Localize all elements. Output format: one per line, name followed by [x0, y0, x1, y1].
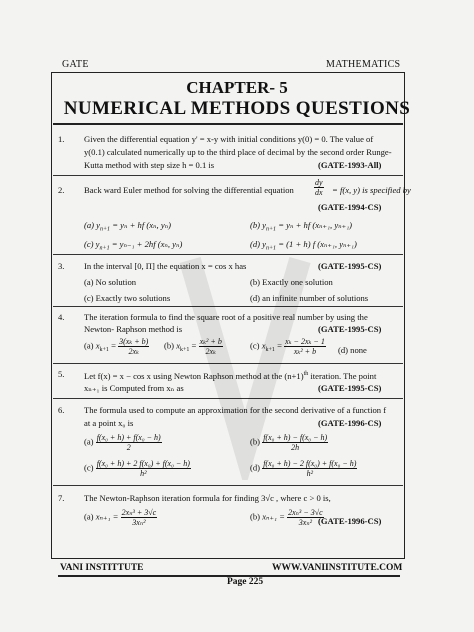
q2-frac-den: dx: [315, 188, 323, 197]
q4-a-label: (a): [84, 340, 94, 351]
q7-option-a[interactable]: [84, 508, 157, 527]
q2-b-label: (b) y: [250, 220, 266, 230]
q6-a-den: 2: [126, 443, 131, 452]
footer-institute: VANI INSTITTUTE: [60, 563, 144, 573]
q5-number: 5.: [58, 369, 65, 379]
q3-option-a[interactable]: (a) No solution: [84, 277, 137, 287]
q3-tag: (GATE-1995-CS): [318, 261, 382, 271]
q7-b-label: (b): [250, 511, 261, 522]
heading-divider: [53, 123, 403, 125]
q6-line1: The formula used to compute an approximation for the second derivative of a function f: [84, 405, 387, 415]
q7-a-num: 2xₙ³ + 3√c: [121, 508, 157, 517]
q6-tag: (GATE-1996-CS): [318, 418, 382, 428]
q2-option-c[interactable]: (c) $y_{n+1} = y_{n-1} + 2hf$ (xₙ, yₙ): [84, 239, 183, 252]
q4-c-label: (c): [250, 340, 260, 351]
q6-a-label: (a): [84, 436, 94, 447]
q2-tag: (GATE-1994-CS): [318, 202, 382, 212]
q2-derivative: [314, 178, 324, 197]
q6-b-num: f(x₀ + h) − f(x₀ − h): [263, 433, 328, 442]
q3-number: 3.: [58, 261, 65, 271]
q6-d-label: (d): [250, 462, 261, 473]
q6-c-label: (c): [84, 462, 94, 473]
q6-c-num: f(x₀ + h) + 2 f(x₀) + f(x₀ − h): [96, 459, 190, 468]
q2-d-label: (d) y: [250, 239, 266, 249]
q6-number: 6.: [58, 405, 65, 415]
header-right: MATHEMATICS: [326, 59, 401, 70]
q7-b-den: 3xₙ²: [298, 518, 312, 527]
q2-equation: = f(x, y) is specified by: [332, 185, 411, 195]
q1-tag: (GATE-1993-All): [318, 160, 382, 170]
q4-option-c[interactable]: (c) $x_{k+1}$ = $\frac{\text{xₖ − 2xₖ − 1}}{\text{xₖ² + b}}$: [250, 337, 325, 356]
q6-option-a[interactable]: [84, 433, 162, 452]
q5-line2: xₙ₊₁ is Computed from xₙ as: [84, 383, 184, 393]
q1-divider: [53, 175, 403, 176]
q4-number: 4.: [58, 312, 65, 322]
q7-tag: (GATE-1996-CS): [318, 516, 382, 526]
q1-number: 1.: [58, 134, 65, 144]
q2-text: Back ward Euler method for solving the differential equation: [84, 185, 294, 195]
q7-a-label: (a): [84, 511, 94, 522]
q4-a-lhs: x: [95, 340, 100, 351]
q3-option-b[interactable]: (b) Exactly one solution: [250, 277, 333, 287]
footer-website[interactable]: WWW.VANIINSTITUTE.COM: [272, 563, 403, 573]
q4-tag: (GATE-1995-CS): [318, 324, 382, 334]
q3-text: In the interval [0, Π] the equation x = cos x has: [84, 261, 247, 271]
page-heading: NUMERICAL METHODS QUESTIONS: [63, 98, 411, 119]
q6-d-den: h²: [306, 469, 314, 478]
q2-c-expr: = yₙ₋₁ + 2hf (xₙ, yₙ): [111, 239, 183, 249]
q4-option-b[interactable]: (b) $x_{k+1}$ = $\frac{\text{xₖ² + b}}{\text{2xₖ}}$: [164, 337, 222, 356]
q6-d-num: f(x₀ + h) − 2 f(x₀) + f(x₀ − h): [263, 459, 357, 468]
q5-line1-end: iteration. The point: [310, 370, 377, 381]
q2-option-a[interactable]: (a) $y_{n+1} = y_n$ + hf (xₙ, yₙ): [84, 220, 171, 233]
q2-a-expr: = yₙ + hf (xₙ, yₙ): [112, 220, 171, 230]
q2-frac-num: dy: [315, 178, 323, 187]
q5-line1-text: Let f(x) = x − cos x using Newton Raphson method at the (n+1): [84, 370, 304, 381]
q5-tag: (GATE-1995-CS): [318, 383, 382, 393]
q4-b-den: 2xₖ: [205, 347, 216, 356]
q6-divider: [53, 485, 403, 486]
q2-option-b[interactable]: (b) $y_{n+1} = y_n$ + hf (xₙ₊₁, yₙ₊₁): [250, 220, 353, 233]
q2-c-label: (c) y: [84, 239, 100, 249]
q4-option-a[interactable]: (a) $x_{k+1}$ = $\frac{\text{3(xₖ + b)}}{\text{2xₖ}}$: [84, 337, 149, 356]
q2-a-label: (a) y: [84, 220, 100, 230]
q1-line2: y(0.1) calculated numerically up to the third place of decimal by the second order Runge-: [84, 147, 392, 157]
q7-text: The Newton-Raphson iteration formula for finding 3√c , where c > 0 is,: [84, 493, 331, 503]
q4-option-d[interactable]: (d) none: [338, 345, 367, 355]
q4-line2: Newton- Raphson method is: [84, 324, 183, 334]
q7-number: 7.: [58, 493, 65, 503]
chapter-title: CHAPTER- 5: [186, 78, 288, 97]
q6-b-den: 2h: [291, 443, 300, 452]
q1-line3: Kutta method with step size h = 0.1 is: [84, 160, 215, 170]
q4-b-lhs: x: [176, 340, 181, 351]
q4-a-num: 3(xₖ + b): [119, 337, 149, 346]
header-left: GATE: [62, 59, 89, 70]
q4-c-num: xₖ − 2xₖ − 1: [285, 337, 325, 346]
q6-b-label: (b): [250, 436, 261, 447]
q7-option-b[interactable]: [250, 508, 324, 527]
q5-sup: th: [303, 371, 309, 377]
q4-line1: The iteration formula to find the square root of a positive real number by using the: [84, 312, 368, 322]
q3-option-d[interactable]: (d) an infinite number of solutions: [250, 293, 369, 303]
q7-b-num: 2xₙ³ − 3√c: [288, 508, 323, 517]
q2-option-d[interactable]: (d) $y_{n+1} = (1 + h)$ f (xₙ₊₁, yₙ₊₁): [250, 239, 357, 252]
q2-number: 2.: [58, 185, 65, 195]
q4-c-lhs: x: [261, 340, 266, 351]
q4-a-den: 2xₖ: [128, 347, 139, 356]
q7-b-lhs: xₙ₊₁ =: [262, 511, 285, 522]
q1-line1: Given the differential equation y' = x-y with initial conditions y(0) = 0. The value of: [84, 134, 374, 144]
q7-a-lhs: xₙ₊₁ =: [95, 511, 119, 522]
footer-page-number: Page 225: [227, 577, 264, 587]
q6-a-num: f(x₀ + h) + f(x₀ − h): [96, 433, 161, 442]
q3-option-c[interactable]: (c) Exactly two solutions: [84, 293, 171, 303]
q4-c-den: xₖ² + b: [293, 347, 317, 356]
q6-line2: at a point x₀ is: [84, 418, 134, 428]
q6-c-den: h²: [140, 469, 147, 478]
q4-b-num: xₖ² + b: [199, 337, 222, 346]
q2-b-expr: = yₙ + hf (xₙ₊₁, yₙ₊₁): [278, 220, 353, 230]
watermark-logo: [170, 250, 320, 480]
q2-d-expr: = (1 + h) f (xₙ₊₁, yₙ₊₁): [278, 239, 357, 249]
q7-a-den: 3xₙ²: [132, 518, 146, 527]
q4-b-label: (b): [164, 340, 175, 351]
